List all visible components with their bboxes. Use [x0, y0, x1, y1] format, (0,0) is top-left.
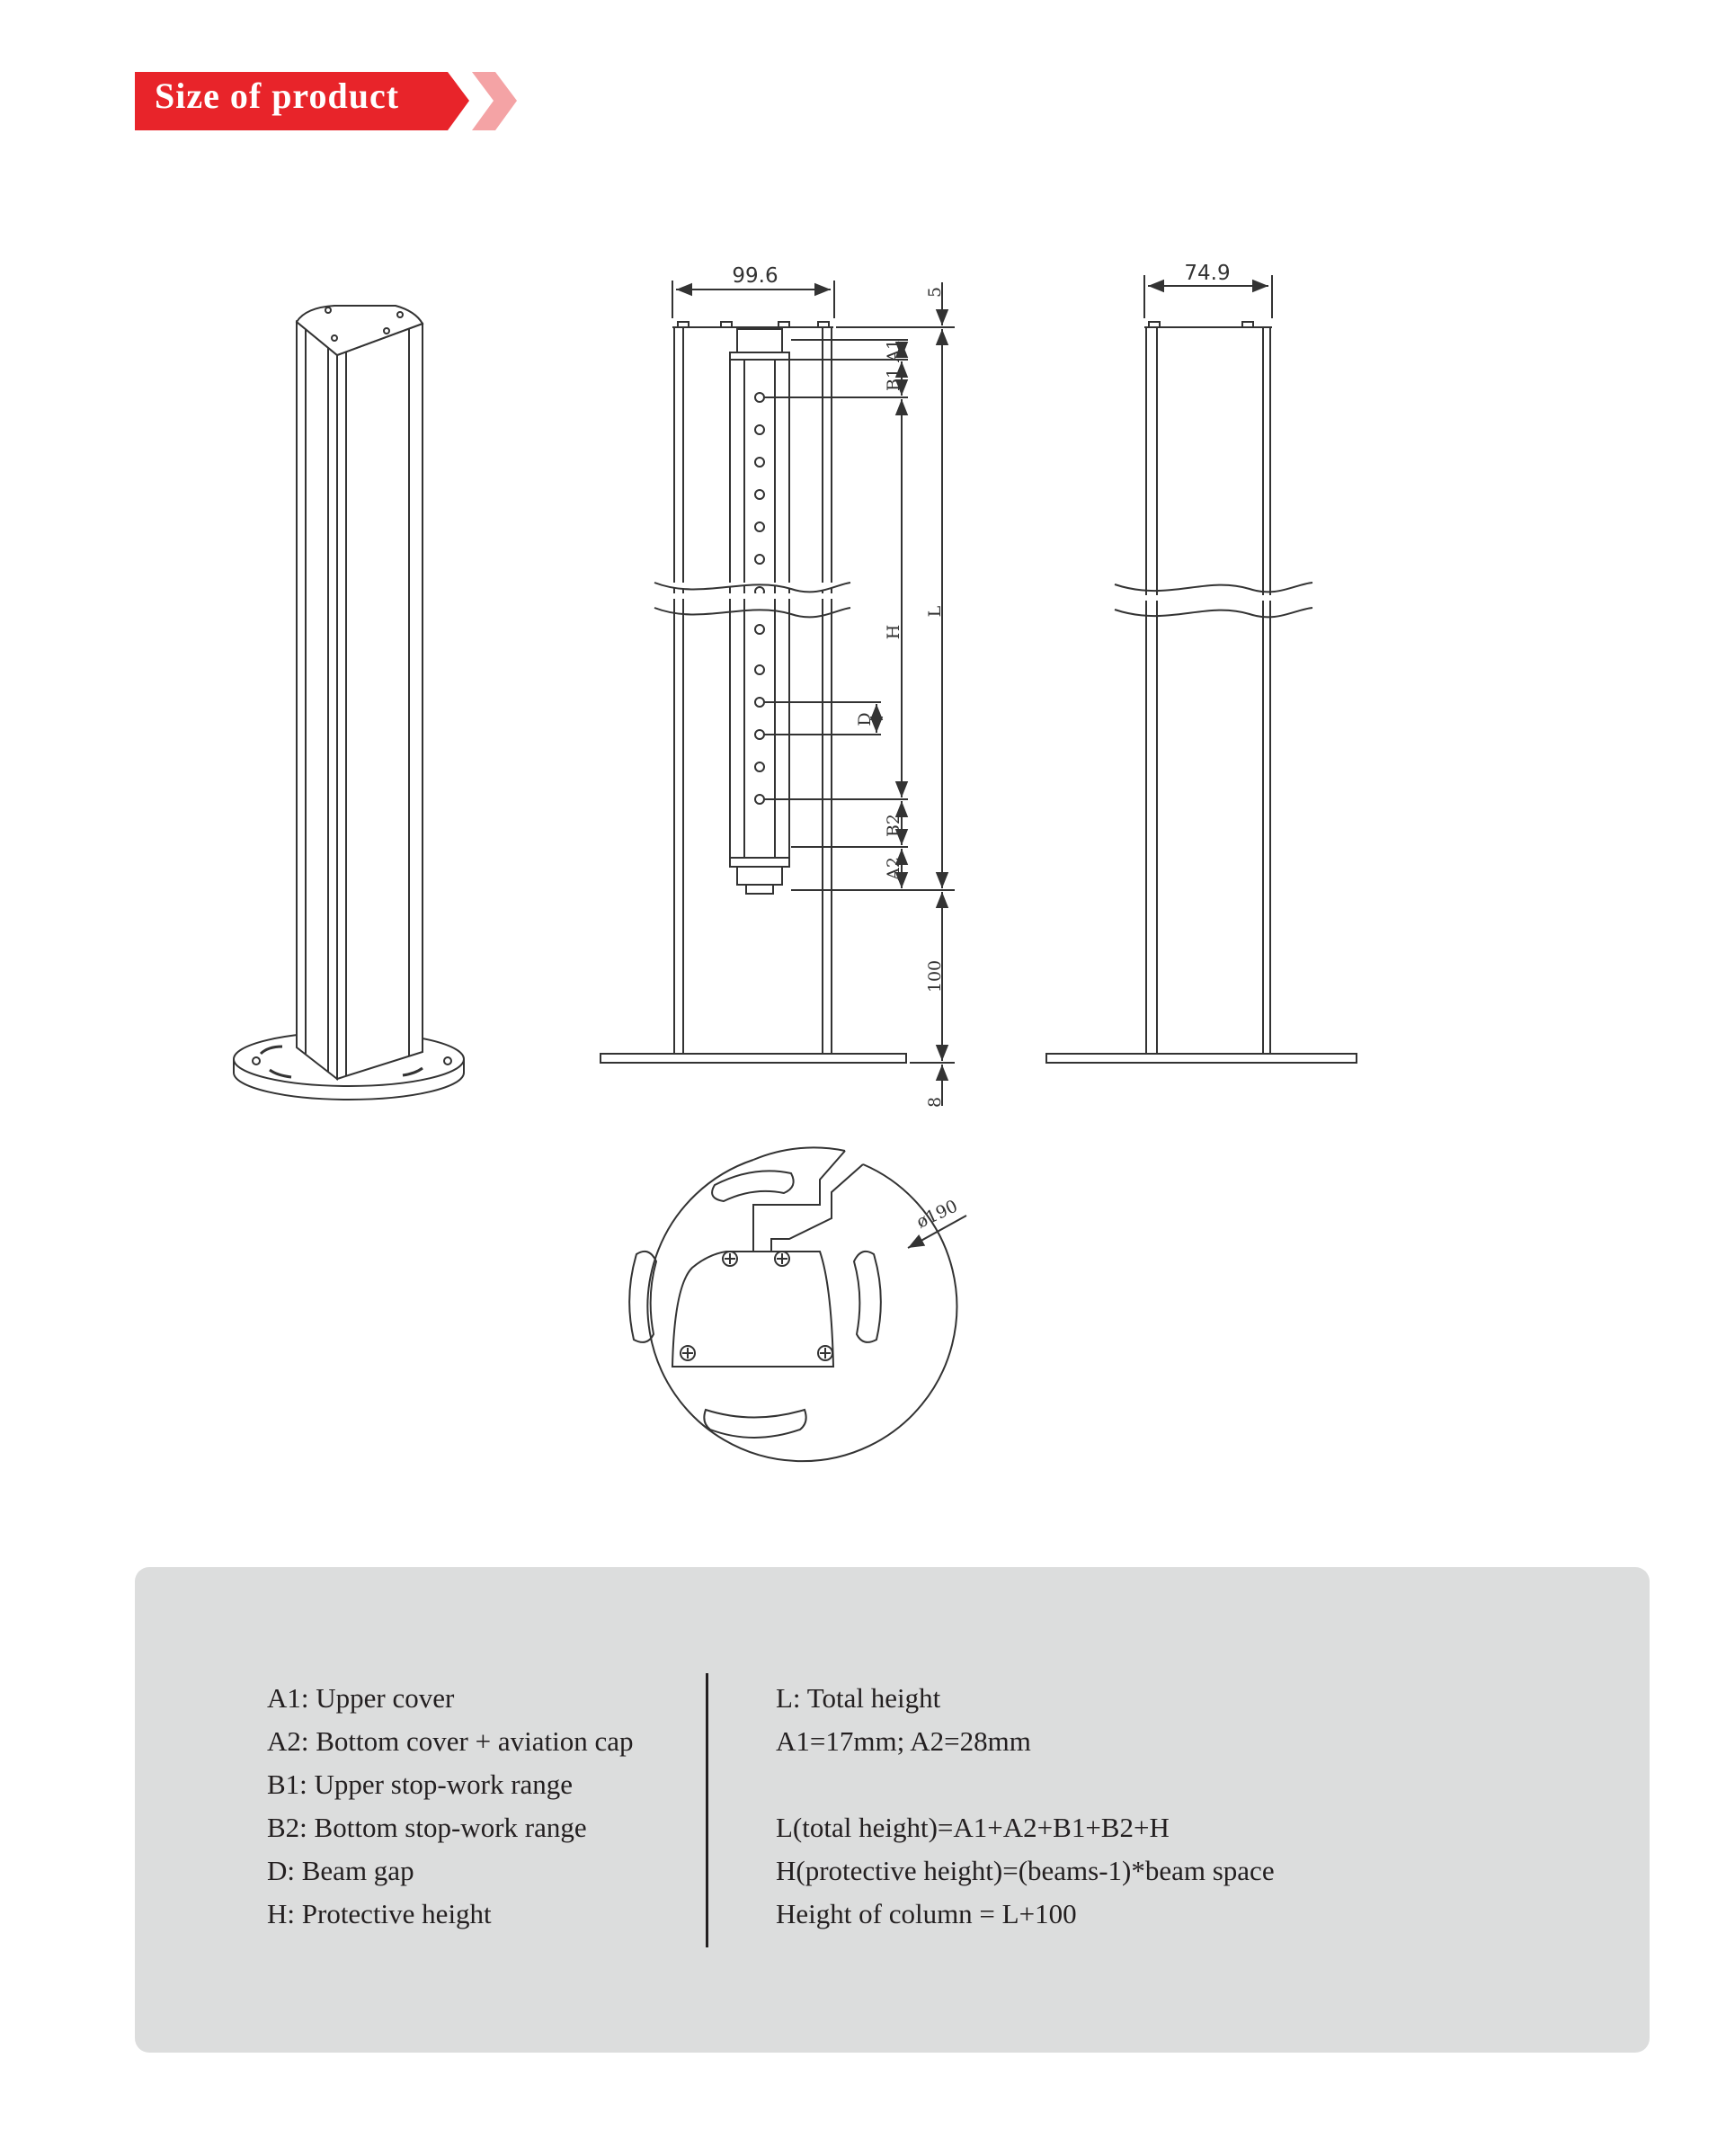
legend-item: A2: Bottom cover + aviation cap: [267, 1725, 634, 1757]
base-height-label: 100: [925, 959, 945, 993]
isometric-view: [234, 306, 464, 1100]
l-label: L: [925, 605, 945, 618]
side-view: [1046, 275, 1357, 1063]
formula-line: H(protective height)=(beams-1)*beam space: [776, 1855, 1275, 1886]
side-width-label: 74.9: [1184, 262, 1231, 285]
legend-spacer: [776, 1763, 1275, 1806]
legend-panel: [135, 1567, 1650, 2053]
legend-divider: [706, 1673, 708, 1947]
width-dimension-label: 99.6: [732, 264, 778, 288]
h-label: H: [884, 624, 903, 640]
legend-item: A1: Upper cover: [267, 1682, 455, 1714]
b2-label: B2: [884, 813, 903, 838]
a2-label: A2: [884, 857, 903, 880]
formula-line: Height of column = L+100: [776, 1898, 1077, 1929]
front-view: [601, 281, 955, 1109]
legend-item: D: Beam gap: [267, 1855, 414, 1886]
b1-label: B1: [884, 367, 903, 392]
legend-item: A1=17mm; A2=28mm: [776, 1725, 1031, 1757]
legend-item: B1: Upper stop-work range: [267, 1768, 574, 1800]
legend-item: B2: Bottom stop-work range: [267, 1812, 587, 1843]
legend-item: L: Total height: [776, 1682, 941, 1714]
section-title: Size of product: [155, 76, 400, 116]
diameter-label: ø190: [913, 1196, 961, 1233]
legend-right-column: [776, 1677, 1275, 1936]
d-label: D: [855, 712, 875, 726]
legend-item: H: Protective height: [267, 1898, 492, 1929]
top-gap-label: 5: [925, 286, 945, 298]
formula-line: L(total height)=A1+A2+B1+B2+H: [776, 1812, 1170, 1843]
plate-thickness-label: 8: [925, 1096, 945, 1109]
legend-left-column: [267, 1677, 633, 1936]
base-view: [629, 1147, 966, 1461]
a1-label: A1: [884, 339, 903, 362]
